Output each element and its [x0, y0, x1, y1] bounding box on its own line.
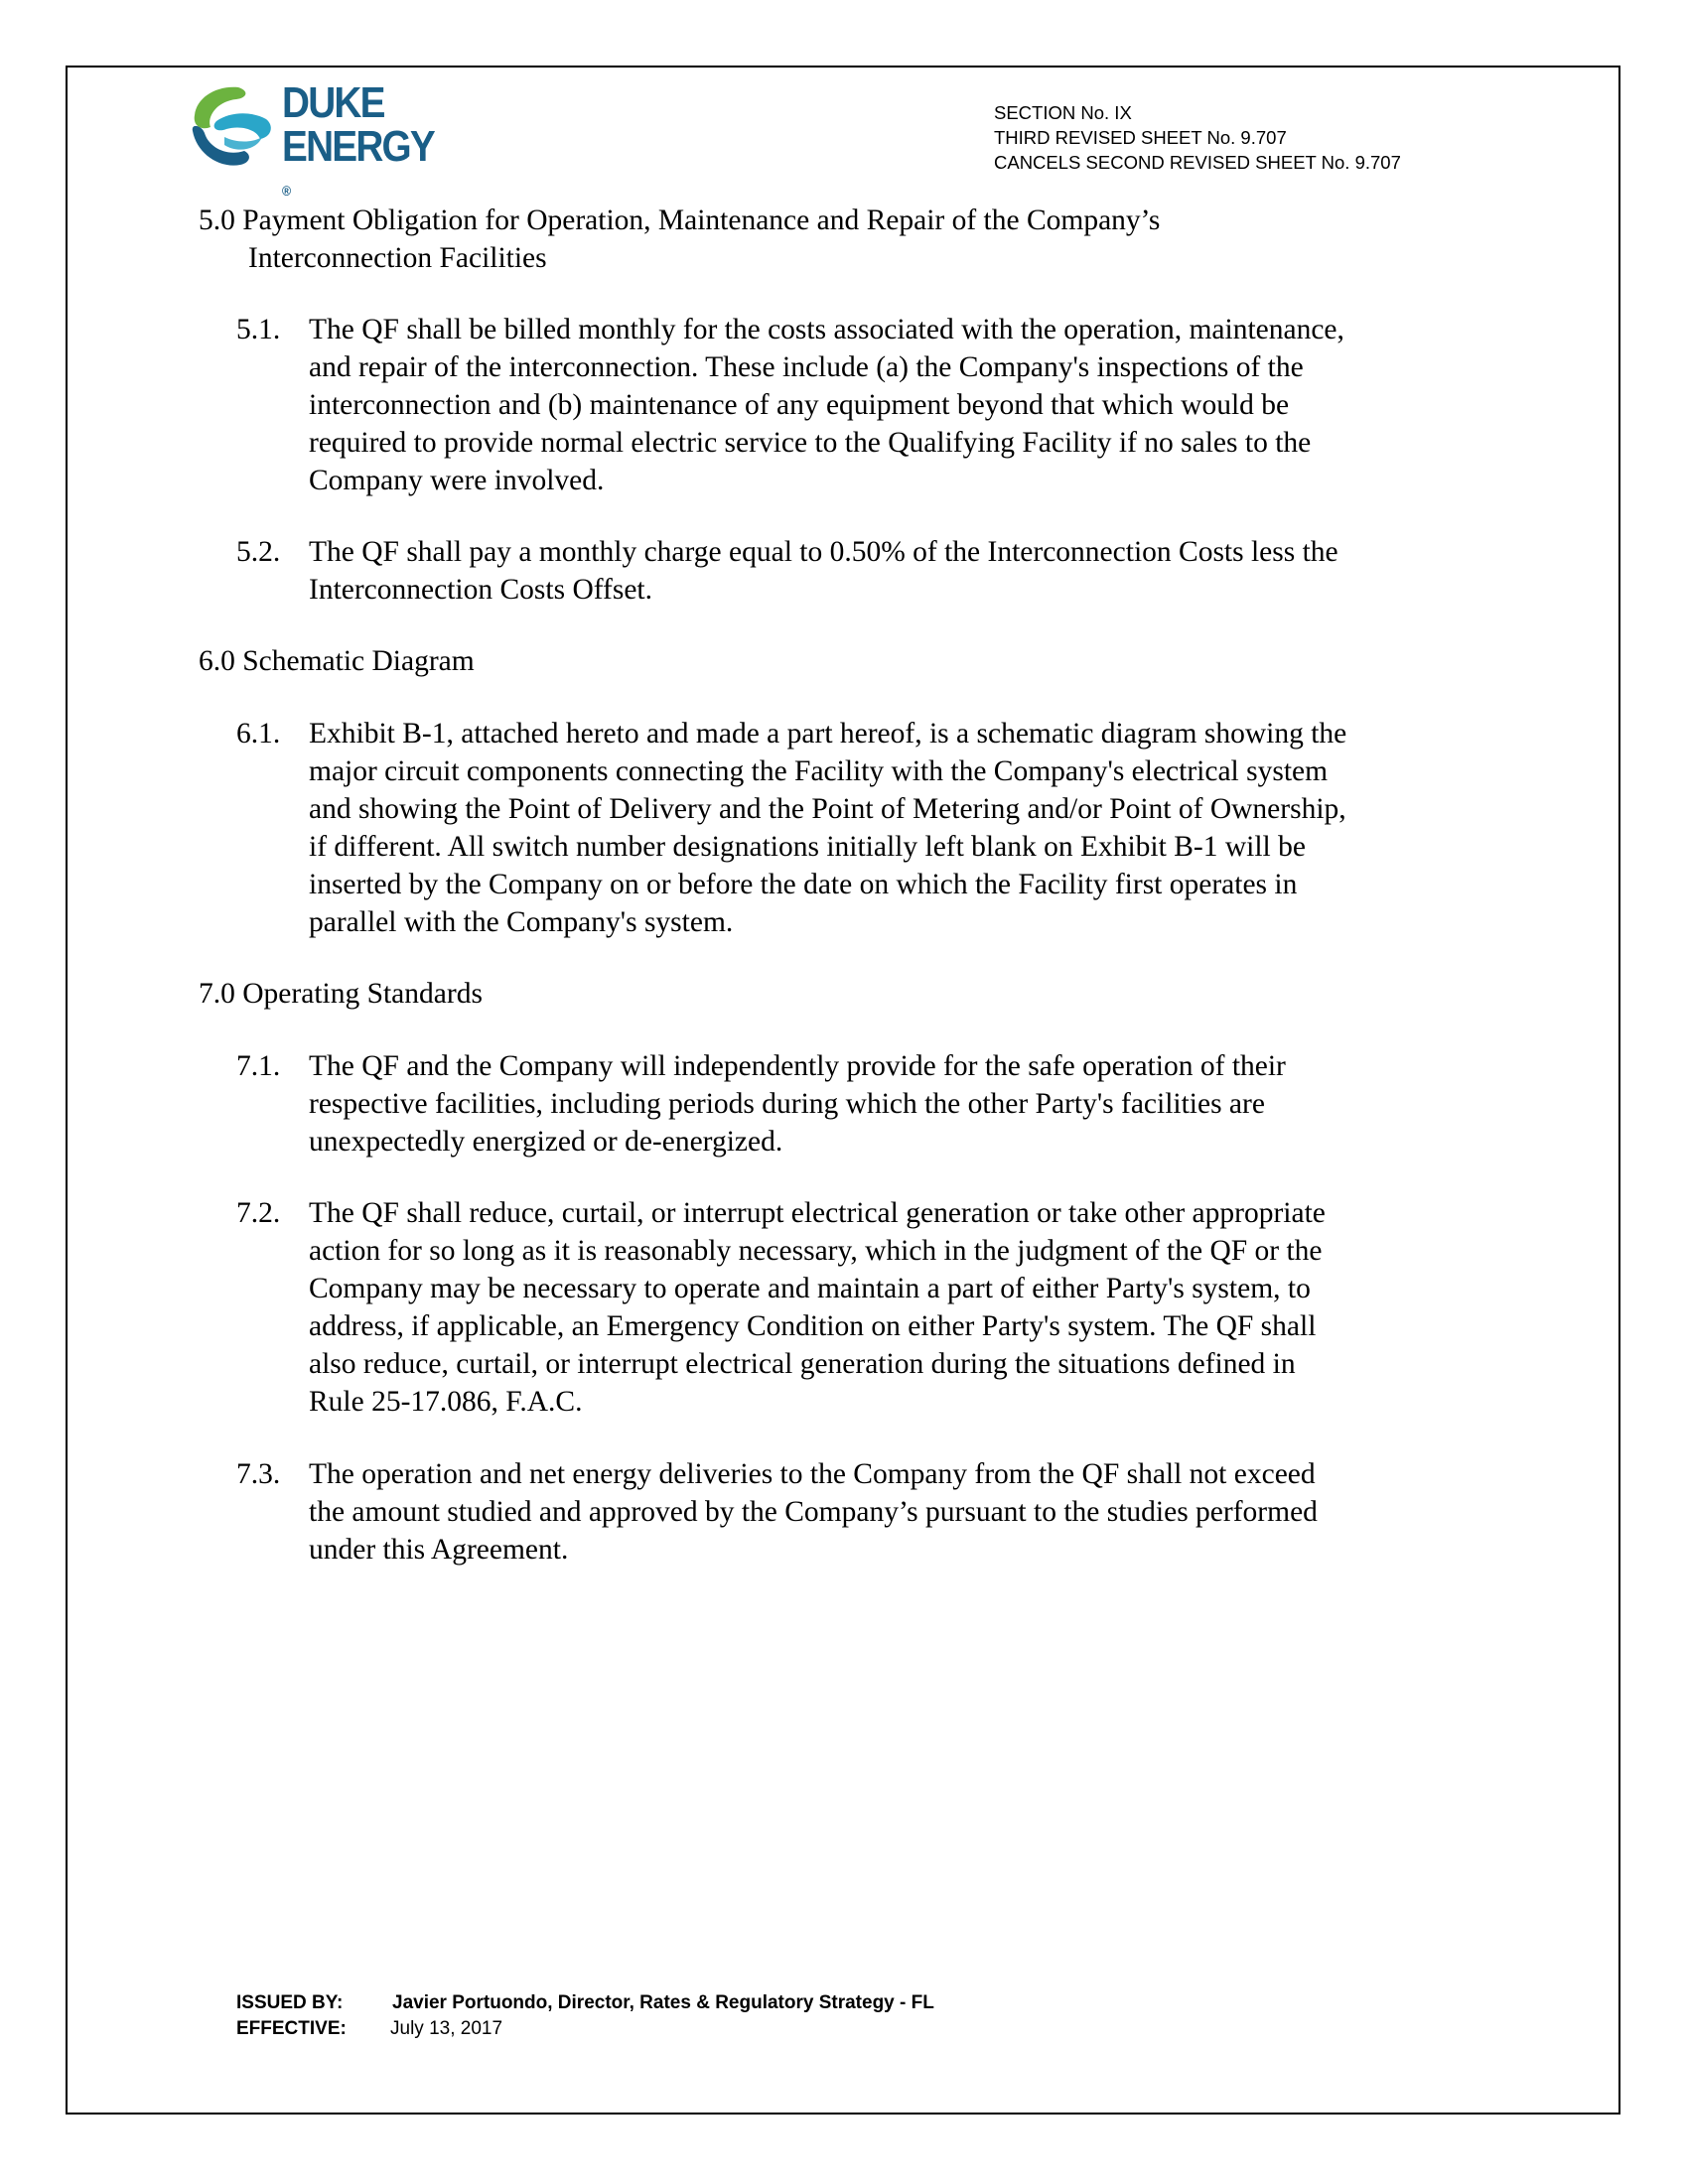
section-heading-line: 6.0 Schematic Diagram — [199, 645, 475, 677]
issued-by-value: Javier Portuondo, Director, Rates & Regulatory Strategy - FL — [392, 1992, 934, 2013]
registered-mark: ® — [282, 183, 292, 199]
clause-text — [309, 1455, 1490, 1569]
logo-line-duke: DUKE — [282, 78, 384, 127]
clause-line: Rule 25-17.086, F.A.C. — [309, 1386, 583, 1418]
clause-line: action for so long as it is reasonably necessary, which in the judgment of the QF or the — [309, 1235, 1323, 1267]
clause-line: interconnection and (b) maintenance of any equipment beyond that which would be — [309, 389, 1290, 421]
logo-line-energy: ENERGY — [282, 122, 434, 171]
clause-line: if different. All switch number designations initially left blank on Exhibit B-1 will be — [309, 831, 1306, 863]
clause-line: parallel with the Company's system. — [309, 906, 734, 938]
clause-line: major circuit components connecting the Facility with the Company's electrical system — [309, 755, 1329, 787]
clause-number: 7.3. — [236, 1458, 281, 1490]
sheet-header — [994, 100, 1401, 175]
clause-line: unexpectedly energized or de-energized. — [309, 1126, 783, 1158]
issued-by-label: ISSUED BY: — [236, 1992, 344, 2013]
clause-number: 7.2. — [236, 1197, 281, 1229]
clause-line: inserted by the Company on or before the date on which the Facility first operates in — [309, 869, 1298, 900]
clause-line: The QF shall be billed monthly for the costs associated with the operation, maintenance, — [309, 314, 1344, 345]
clause-line: required to provide normal electric service to the Qualifying Facility if no sales to the — [309, 427, 1312, 459]
clause-line: Company may be necessary to operate and maintain a part of either Party's system, to — [309, 1273, 1311, 1304]
clause-text — [309, 311, 1490, 499]
clause-line: the amount studied and approved by the Company’s pursuant to the studies performed — [309, 1496, 1318, 1528]
section-heading-line: 7.0 Operating Standards — [199, 978, 483, 1010]
clause-line: address, if applicable, an Emergency Condition on either Party's system. The QF shall — [309, 1310, 1317, 1342]
clause-line: respective facilities, including periods during which the other Party's facilities are — [309, 1088, 1265, 1120]
cancels-sheet-number: CANCELS SECOND REVISED SHEET No. 9.707 — [994, 152, 1401, 173]
clause-line: The QF and the Company will independently provide for the safe operation of their — [309, 1050, 1286, 1082]
clause-number: 5.1. — [236, 314, 281, 345]
clause-line: The QF shall pay a monthly charge equal to 0.50% of the Interconnection Costs less the — [309, 536, 1338, 568]
section-heading-line: 5.0 Payment Obligation for Operation, Maintenance and Repair of the Company’s — [199, 205, 1161, 236]
section-heading — [199, 642, 475, 680]
clause-text — [309, 533, 1490, 609]
clause-number: 6.1. — [236, 718, 281, 750]
clause-text — [309, 1194, 1490, 1421]
clause-line: under this Agreement. — [309, 1534, 569, 1566]
section-heading-line: Interconnection Facilities — [248, 242, 547, 274]
clause-line: and repair of the interconnection. These include (a) the Company's inspections of the — [309, 351, 1304, 383]
duke-energy-swirl-icon — [187, 81, 278, 173]
effective-label: EFFECTIVE: — [236, 2018, 347, 2039]
section-heading — [199, 202, 1160, 277]
clause-line: and showing the Point of Delivery and the Point of Metering and/or Point of Ownership, — [309, 793, 1346, 825]
clause-line: Interconnection Costs Offset. — [309, 574, 653, 606]
clause-line: The operation and net energy deliveries to the Company from the QF shall not exceed — [309, 1458, 1316, 1490]
clause-line: Company were involved. — [309, 465, 605, 496]
clause-number: 7.1. — [236, 1050, 281, 1082]
clause-line: also reduce, curtail, or interrupt electrical generation during the situations defined in — [309, 1348, 1296, 1380]
section-heading — [199, 975, 483, 1013]
duke-energy-logo — [187, 77, 485, 199]
clause-line: The QF shall reduce, curtail, or interrupt electrical generation or take other appropriate — [309, 1197, 1326, 1229]
clause-text — [309, 715, 1490, 941]
clause-line: Exhibit B-1, attached hereto and made a part hereof, is a schematic diagram showing the — [309, 718, 1347, 750]
section-number: SECTION No. IX — [994, 102, 1132, 123]
clause-number: 5.2. — [236, 536, 281, 568]
revised-sheet-number: THIRD REVISED SHEET No. 9.707 — [994, 127, 1287, 148]
effective-date: July 13, 2017 — [390, 2018, 503, 2039]
clause-text — [309, 1047, 1490, 1160]
